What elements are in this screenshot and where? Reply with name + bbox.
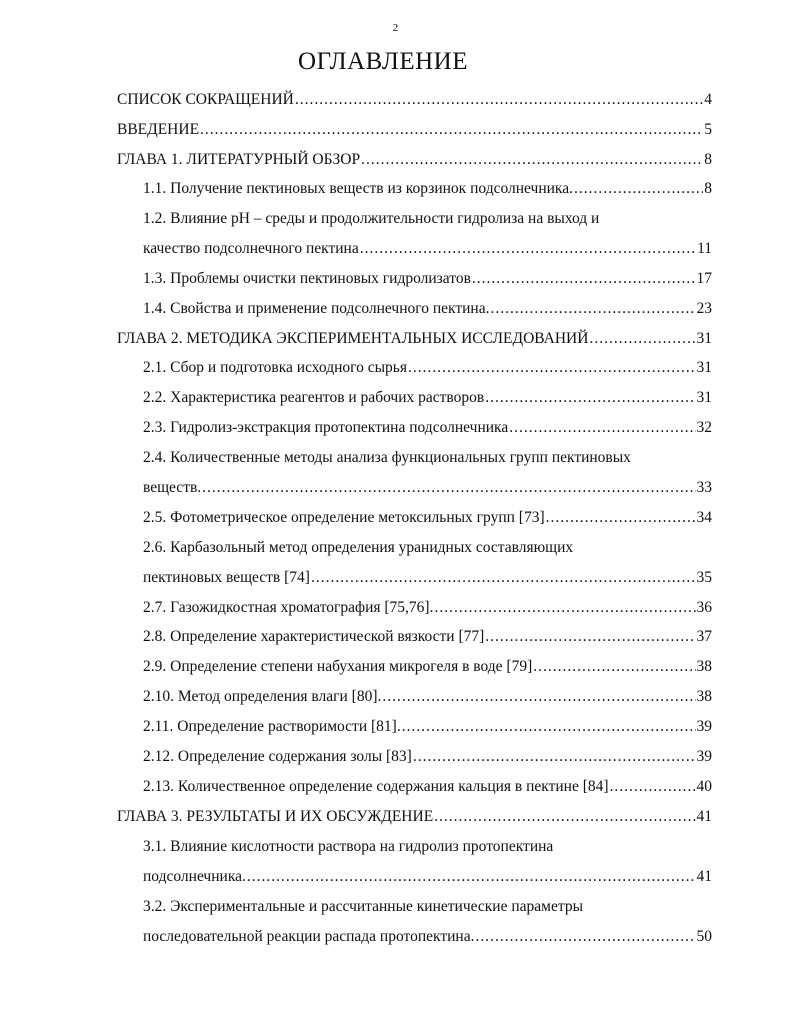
toc-chapter-entry[interactable]: [117, 90, 712, 120]
toc-page-number: 4: [704, 91, 712, 108]
toc-entry-text: ГЛАВА 3. РЕЗУЛЬТАТЫ И ИХ ОБСУЖДЕНИЕ: [117, 808, 434, 825]
toc-entry-text: 1.1. Получение пектиновых веществ из корзинок подсолнечника.: [143, 180, 573, 197]
toc-page-number: 39: [696, 748, 712, 765]
toc-section-entry[interactable]: [143, 687, 712, 717]
toc-page-number: 34: [696, 509, 712, 526]
dot-leader: [574, 179, 703, 199]
toc-section-entry[interactable]: [143, 388, 712, 418]
toc-entry-text: 2.3. Гидролиз-экстракция протопектина подсолнечника: [143, 419, 509, 436]
toc-section-entry[interactable]: [143, 358, 712, 388]
toc-section-entry[interactable]: [143, 627, 712, 657]
toc-section-entry[interactable]: [143, 598, 712, 628]
dot-leader: [475, 927, 695, 947]
toc-chapter-entry[interactable]: [117, 120, 712, 150]
dot-leader: [408, 358, 696, 378]
toc-page-number: 36: [696, 599, 712, 616]
toc-page-number: 38: [696, 658, 712, 675]
toc-entry-text: 1.4. Свойства и применение подсолнечного пектина.: [143, 300, 490, 317]
toc-entry-text: 2.4. Количественные методы анализа функциональных групп пектиновых: [143, 449, 631, 466]
dot-leader: [311, 568, 696, 588]
toc-page-number: 11: [697, 240, 712, 257]
toc-entry-text: 2.6. Карбазольный метод определения уранидных составляющих: [143, 539, 574, 556]
dot-leader: [434, 807, 695, 827]
toc-page-number: 38: [696, 688, 712, 705]
toc-entry-text: 1.2. Влияние pH – среды и продолжительности гидролиза на выход и: [143, 210, 600, 227]
toc-entry-text: 3.1. Влияние кислотности раствора на гидролиз протопектина: [143, 838, 554, 855]
toc-entry-text: ГЛАВА 2. МЕТОДИКА ЭКСПЕРИМЕНТАЛЬНЫХ ИССЛЕДОВАНИЙ: [117, 330, 589, 347]
toc-entry-text: 2.2. Характеристика реагентов и рабочих растворов: [143, 389, 485, 406]
toc-page-number: 17: [696, 270, 712, 287]
toc-section-entry[interactable]: [143, 299, 712, 329]
dot-leader: [413, 747, 696, 767]
toc-entry-text: ВВЕДЕНИЕ: [117, 121, 200, 138]
page-number: 2: [392, 22, 399, 34]
toc-page-number: 37: [696, 628, 712, 645]
dot-leader: [490, 299, 695, 319]
toc-section-entry[interactable]: [143, 837, 712, 897]
toc-page-number: 5: [704, 121, 712, 138]
toc-section-entry[interactable]: [143, 209, 712, 269]
toc-page-number: 33: [696, 479, 712, 496]
toc-page-number: 50: [696, 928, 712, 945]
dot-leader: [200, 120, 703, 140]
dot-leader: [546, 508, 696, 528]
toc-entry-text: СПИСОК СОКРАЩЕНИЙ: [117, 91, 294, 108]
toc-entry-text: последовательной реакции распада протопектина.: [143, 928, 475, 945]
toc-section-entry[interactable]: [143, 897, 712, 957]
toc-section-entry[interactable]: [143, 657, 712, 687]
toc-entry-text: 1.3. Проблемы очистки пектиновых гидролизатов: [143, 270, 471, 287]
toc-page-number: 23: [696, 300, 712, 317]
dot-leader: [360, 239, 696, 259]
dot-leader: [533, 657, 695, 677]
toc-chapter-entry[interactable]: [117, 150, 712, 180]
toc-entry-text: подсолнечника.: [143, 868, 246, 885]
toc-chapter-entry[interactable]: [117, 807, 712, 837]
dot-leader: [434, 598, 695, 618]
dot-leader: [382, 687, 695, 707]
toc-section-entry[interactable]: [143, 448, 712, 508]
toc-entry-text: качество подсолнечного пектина: [143, 240, 359, 257]
dot-leader: [589, 329, 695, 349]
toc-entry-text: 2.5. Фотометрическое определение метоксильных групп [73]: [143, 509, 545, 526]
toc-section-entry[interactable]: [143, 717, 712, 747]
toc-entry-text: 3.2. Экспериментальные и рассчитанные кинетические параметры: [143, 898, 583, 915]
toc-chapter-entry[interactable]: [117, 329, 712, 359]
toc-page-number: 41: [696, 808, 712, 825]
toc-page-number: 32: [696, 419, 712, 436]
dot-leader: [485, 627, 695, 647]
toc-page-number: 31: [696, 359, 712, 376]
toc-page-number: 31: [696, 389, 712, 406]
toc-page-number: 31: [696, 330, 712, 347]
toc-page-number: 41: [696, 868, 712, 885]
page-title: ОГЛАВЛЕНИЕ: [298, 48, 468, 75]
toc-entry-text: 2.12. Определение содержания золы [83]: [143, 748, 412, 765]
dot-leader: [610, 777, 696, 797]
toc-section-entry[interactable]: [143, 538, 712, 598]
toc-entry-text: пектиновых веществ [74]: [143, 569, 310, 586]
dot-leader: [472, 269, 696, 289]
dot-leader: [485, 388, 695, 408]
toc-entry-text: 2.7. Газожидкостная хроматография [75,76].: [143, 599, 434, 616]
toc-section-entry[interactable]: [143, 508, 712, 538]
toc-entry-text: 2.1. Сбор и подготовка исходного сырья: [143, 359, 407, 376]
toc-page-number: 35: [696, 569, 712, 586]
dot-leader: [361, 150, 703, 170]
toc-entry-text: 2.13. Количественное определение содержания кальция в пектине [84]: [143, 778, 609, 795]
toc-entry-text: веществ.: [143, 479, 202, 496]
dot-leader: [402, 717, 696, 737]
dot-leader: [295, 90, 703, 110]
dot-leader: [509, 418, 695, 438]
toc-page-number: 40: [696, 778, 712, 795]
toc-entry-text: 2.10. Метод определения влаги [80].: [143, 688, 382, 705]
toc-section-entry[interactable]: [143, 777, 712, 807]
toc-entry-text: 2.8. Определение характеристической вязкости [77]: [143, 628, 485, 645]
toc-page-number: 39: [696, 718, 712, 735]
dot-leader: [247, 867, 696, 887]
toc-section-entry[interactable]: [143, 747, 712, 777]
toc-page-number: 8: [704, 151, 712, 168]
toc-section-entry[interactable]: [143, 179, 712, 209]
toc-entry-text: ГЛАВА 1. ЛИТЕРАТУРНЫЙ ОБЗОР: [117, 151, 361, 168]
toc-section-entry[interactable]: [143, 418, 712, 448]
toc-section-entry[interactable]: [143, 269, 712, 299]
toc-page-number: 8: [704, 180, 712, 197]
toc-entry-text: 2.9. Определение степени набухания микрогеля в воде [79]: [143, 658, 533, 675]
toc-entry-text: 2.11. Определение растворимости [81].: [143, 718, 401, 735]
dot-leader: [202, 478, 695, 498]
